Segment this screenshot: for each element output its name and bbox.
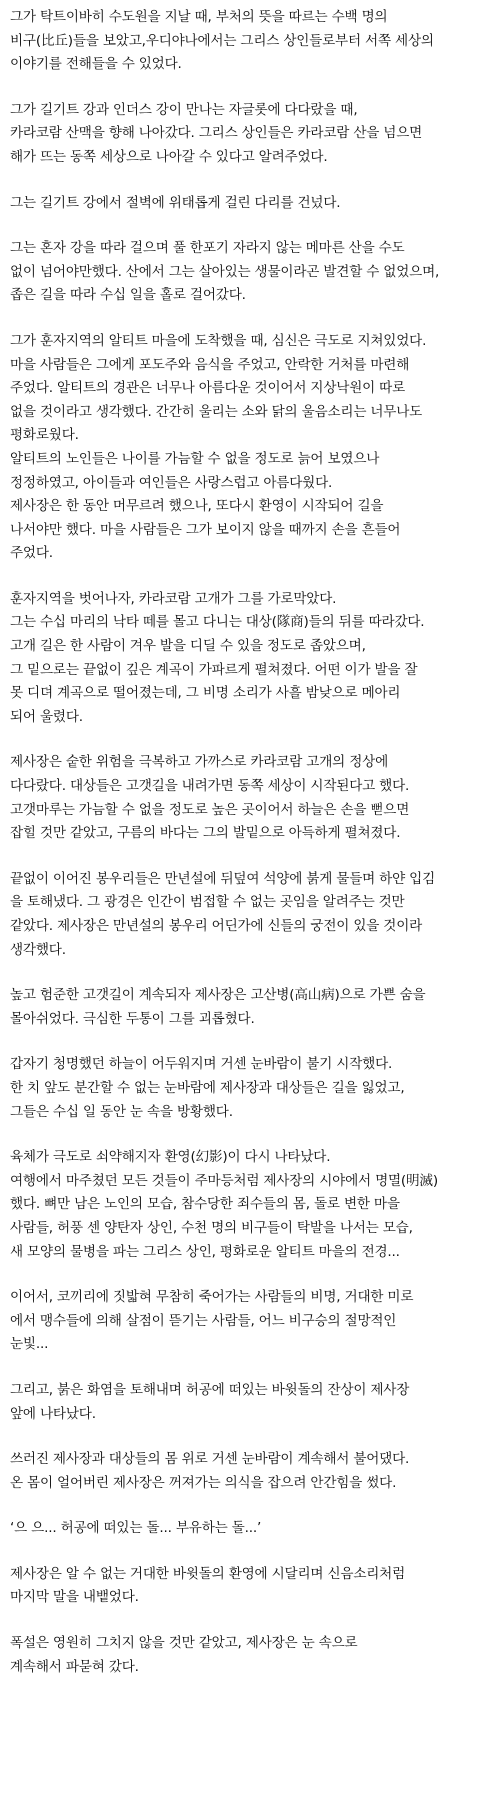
text-line: 훈자지역을 벗어나자, 카라코람 고개가 그를 가로막았다. [10,590,337,607]
text-line: 그는 길기트 강에서 절벽에 위태롭게 걸린 다리를 건넜다. [10,194,341,211]
paragraph [10,1563,490,1610]
text-line: 주었다. [10,545,53,562]
paragraph [10,984,490,1031]
text-line: 했다. 뼈만 남은 노인의 모습, 참수당한 죄수들의 몸, 돌로 변한 마을 [10,1196,400,1213]
text-line: 그가 길기트 강과 인더스 강이 만나는 자글롯에 다다랐을 때, [10,101,358,118]
text-line: 끝없이 이어진 봉우리들은 만년설에 뒤덮여 석양에 붉게 물들며 하얀 입김 [10,870,436,887]
text-line: 그는 혼자 강을 따라 걸으며 풀 한포기 자라지 않는 메마른 산을 수도 [10,240,405,257]
text-line: 정정하였고, 아이들과 여인들은 사랑스럽고 아름다웠다. [10,474,333,491]
text-line: 그들은 수십 일 동안 눈 속을 방황했다. [10,1103,233,1120]
paragraph [10,1517,490,1541]
text-line: 되어 울렸다. [10,708,83,725]
text-line: 육체가 극도로 쇠약해지자 환영(幻影)이 다시 나타났다. [10,1149,331,1166]
text-line: 다다랐다. 대상들은 고갯길을 내려가면 동쪽 세상이 시작된다고 했다. [10,778,410,795]
text-line: 없이 넘어야만했다. 산에서 그는 살아있는 생물이라곤 발견할 수 없었으며, [10,263,440,280]
text-line: 같았다. 제사장은 만년설의 봉우리 어딘가에 신들의 궁전이 있을 것이라 [10,918,423,934]
paragraph [10,751,490,845]
paragraph [10,330,490,566]
paragraph [10,1286,490,1357]
text-line: 사람들, 허풍 센 양탄자 상인, 수천 명의 비구들이 탁발을 나서는 모습, [10,1219,413,1236]
text-line: 잡힐 것만 같았고, 구름의 바다는 그의 발밑으로 아득하게 펼쳐졌다. [10,825,401,842]
text-line: 평화로웠다. [10,427,79,444]
text-line: 몰아쉬었다. 극심한 두통이 그를 괴롭혔다. [10,1010,255,1027]
paragraph [10,588,490,730]
text-line: 새 모양의 물병을 파는 그리스 상인, 평화로운 알티트 마을의 전경... [10,1243,400,1260]
text-line: 그리고, 붉은 화염을 토해내며 허공에 떠있는 바윗돌의 잔상이 제사장 [10,1381,410,1398]
text-line: 제사장은 숱한 위험을 극복하고 가까스로 카라코람 고개의 정상에 [10,754,388,771]
text-line: 생각했다. [10,941,66,958]
text-line: 나서야만 했다. 마을 사람들은 그가 보이지 않을 때까지 손을 흔들어 [10,521,401,538]
text-line: ‘으 으... 허공에 떠있는 돌... 부유하는 돌...’ [10,1520,262,1537]
paragraph [10,1053,490,1124]
text-line: 알티트의 노인들은 나이를 가늠할 수 없을 정도로 늙어 보였으나 [10,450,380,467]
text-line: 눈빛... [10,1336,49,1353]
paragraph [10,99,490,170]
text-line: 폭설은 영원히 그치지 않을 것만 같았고, 제사장은 눈 속으로 [10,1635,358,1652]
text-line: 없을 것이라고 생각했다. 간간히 울리는 소와 닭의 울음소리는 너무나도 [10,403,423,420]
paragraph [10,192,490,216]
text-line: 이어서, 코끼리에 짓밟혀 무참히 죽어가는 사람들의 비명, 거대한 미로 [10,1289,414,1306]
text-line: 계속해서 파묻혀 갔다. [10,1658,139,1675]
text-line: 높고 험준한 고갯길이 계속되자 제사장은 고산병(高山病)으로 가쁜 숨을 [10,987,426,1004]
text-line: 그는 수십 마리의 낙타 떼를 몰고 다니는 대상(隊商)들의 뒤를 따라갔다. [10,614,425,631]
text-line: 갑자기 청명했던 하늘이 어두워지며 거센 눈바람이 불기 시작했다. [10,1056,393,1073]
text-line: 비구(比丘)들을 보았고,우디야나에서는 그리스 상인들로부터 서쪽 세상의 [10,32,434,49]
paragraph [10,868,490,962]
text-line: 좁은 길을 따라 수십 일을 홀로 걸어갔다. [10,287,246,304]
text-line: 해가 뜨는 동쪽 세상으로 나아갈 수 있다고 알려주었다. [10,148,328,165]
text-line: 마을 사람들은 그에게 포도주와 음식을 주었고, 안락한 거처를 마련해 [10,356,410,373]
paragraph [10,1379,490,1426]
paragraph [10,1448,490,1495]
text-line: 을 토해냈다. 그 광경은 인간이 범접할 수 없는 곳임을 알려주는 것만 [10,894,405,911]
text-line: 한 치 앞도 분간할 수 없는 눈바람에 제사장과 대상들은 길을 잃었고, [10,1079,405,1096]
text-line: 온 몸이 얼어버린 제사장은 꺼져가는 의식을 잡으려 안간힘을 썼다. [10,1474,397,1491]
paragraph [10,1146,490,1264]
paragraph [10,6,490,77]
text-line: 고갯마루는 가늠할 수 없을 정도로 높은 곳이어서 하늘은 손을 뻗으면 [10,801,410,818]
paragraph [10,237,490,308]
text-line: 제사장은 한 동안 머무르려 했으나, 또다시 환영이 시작되어 길을 [10,498,384,515]
text-line: 주었다. 알티트의 경관은 너무나 아름다운 것이어서 지상낙원이 따로 [10,380,406,397]
text-line: 여행에서 마주쳤던 모든 것들이 주마등처럼 제사장의 시야에서 명멸(明滅) [10,1172,438,1189]
paragraph [10,1632,490,1679]
text-line: 마지막 말을 내뱉었다. [10,1589,139,1606]
text-line: 이야기를 전해들을 수 있었다. [10,56,182,73]
text-line: 제사장은 알 수 없는 거대한 바윗돌의 환영에 시달리며 신음소리처럼 [10,1565,406,1582]
text-line: 앞에 나타났다. [10,1405,96,1422]
text-line: 카라코람 산맥을 향해 나아갔다. 그리스 상인들은 카라코람 산을 넘으면 [10,125,423,142]
text-line: 그가 훈자지역의 알티트 마을에 도착했을 때, 심신은 극도로 지쳐있었다. [10,332,427,349]
text-line: 그 밑으로는 끝없이 깊은 계곡이 가파르게 펼쳐졌다. 어떤 이가 발을 잘 [10,661,418,678]
text-line: 못 디뎌 계곡으로 떨어졌는데, 그 비명 소리가 사흘 밤낮으로 메아리 [10,685,401,702]
text-line: 쓰러진 제사장과 대상들의 몸 위로 거센 눈바람이 계속해서 불어댔다. [10,1451,410,1468]
text-line: 에서 맹수들에 의해 살점이 뜯기는 사람들, 어느 비구승의 절망적인 [10,1312,397,1329]
text-line: 고개 길은 한 사람이 겨우 발을 디딜 수 있을 정도로 좁았으며, [10,638,366,655]
text-line: 그가 탁트이바히 수도원을 지날 때, 부처의 뜻을 따르는 수백 명의 [10,9,388,25]
